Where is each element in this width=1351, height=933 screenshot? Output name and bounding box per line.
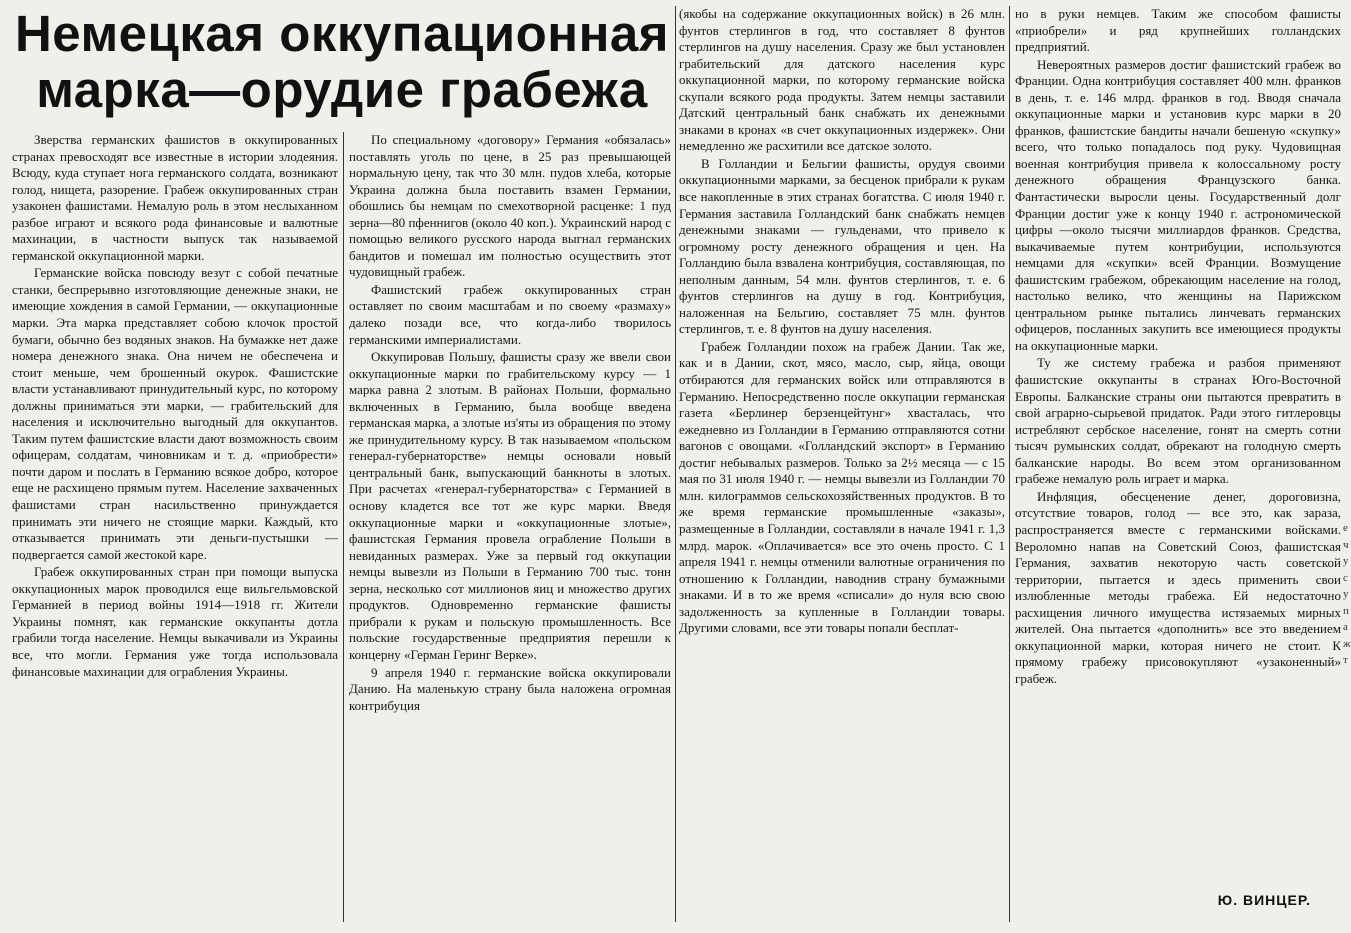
column-2 — [349, 132, 671, 924]
article-paragraph: Зверства германских фашистов в оккупированных странах превосходят все известные в истории злодеяния. Всюду, куда ступает нога германского солдата, возникают голод, нищета, разорение. Грабеж оккупированных стран узаконен фашистами. Немалую роль в этом неслыханном разбое играют и всякого рода финансовые и валютные махинации, в частности выпуск так называемой германской оккупационной марки. — [12, 132, 338, 263]
column-rule — [343, 132, 344, 922]
article-paragraph: Германские войска повсюду везут с собой печатные станки, беспрерывно изготовляющие денежные знаки, не имеющие хождения в самой Германии, — оккупационные марки. Эта марка представляет собою клочок простой бумаги, обычно без водяных знаков. На бумажке нет даже номера денежного знака. Она ничем не обеспечена и стоит меньше, чем брошенный окурок. Фашистские власти устанавливают принудительный курс, по которому должны приниматься эти марки, — грабительский для населения и исключительно выгодный для оккупантов. Таким путем фашистские власти дают возможность своим офицерам, солдатам, чиновникам и т. д. «приобрести» почти даром и послать в Германию всякое добро, которое еще не расхищено прямым путем. Население захваченных фашистами стран насильственно принуждается принимать эти ничего не стоящие марки. Каждый, кто отказывается принимать эти деньги-пустышки — подвергается самой жестокой каре. — [12, 265, 338, 562]
fragment-letter: п — [1343, 604, 1349, 617]
adjacent-column-fragment — [1343, 520, 1351, 669]
fragment-letter: ч — [1343, 538, 1349, 551]
article-paragraph: По специальному «договору» Германия «обязалась» поставлять уголь по цене, в 25 раз превышающей нормальную цену, так что 30 млн. пудов хлеба, которые Украина должна была поставить взамен Германии, обошлись бы немцам по смехотворной расценке: 1 пуд зерна—80 пфеннигов (около 40 коп.). Украинский народ с помощью великого русского народа выгнал германских бандитов и помешал им полностью осуществить этот чудовищный грабеж. — [349, 132, 671, 280]
article-paragraph: но в руки немцев. Таким же способом фашисты «приобрели» и ряд крупнейших голландских предприятий. — [1015, 6, 1341, 55]
article-paragraph: Ту же систему грабежа и разбоя применяют фашистские оккупанты в странах Юго-Восточной Европы. Балканские страны они пытаются превратить в свой аграрно-сырьевой придаток. Ради этого гитлеровцы истребляют сербское население, гонят на смерть сотни тысяч румынских солдат, обрекают на голодную смерть балканские народы. Во всем этом организованном грабеже немалую роль играет и марка. — [1015, 355, 1341, 487]
article-paragraph: Фашистский грабеж оккупированных стран оставляет по своим масштабам и по своему «размаху» далеко позади все, что когда-либо творилось германскими империалистами. — [349, 281, 671, 347]
fragment-letter: е — [1343, 522, 1348, 534]
article-paragraph: 9 апреля 1940 г. германские войска оккупировали Данию. На маленькую страну была наложена огромная контрибуция — [349, 664, 671, 713]
article-paragraph: Грабеж оккупированных стран при помощи выпуска оккупационных марок проводился еще вильгельмовской Германией в период войны 1914—1918 гг. Жители Украины помнят, как германские оккупанты дотла грабили тогда население. Немцы выкачивали из Украины все, что могли. Германия уже тогда использовала финансовые махинации для ограбления Украины. — [12, 564, 338, 679]
article-paragraph: Невероятных размеров достиг фашистский грабеж во Франции. Одна контрибуция составляет 400 млн. франков в день, т. е. 146 млрд. франков в год. Вводя сначала оккупационные марки и установив курс марки в 20 франков, фашистские бандиты начали бешеную «скупку» всего, что только попадалось под руку. Чудовищная военная контрибуция привела к колоссальному росту денежного обращения Французского банка. Фантастически выросли цены. Государственный долг Франции достиг уже к концу 1940 г. астрономической цифры —около тысячи миллиардов франков. Средства, выкачиваемые путем контрибуции, используются немцами для «скупки» всей Франции. Возмущение фашистским грабежом, обрекающим население на голод, настолько велико, что женщины на Парижском центральном рынке пытались линчевать германских офицеров, посланных закупить все имеющиеся продукты на оккупационные марки. — [1015, 56, 1341, 353]
article-paragraph: Оккупировав Польшу, фашисты сразу же ввели свои оккупационные марки по грабительскому курсу — 1 марка равна 2 злотым. В районах Польши, формально включенных в Германию, была вообще введена германская марка, а злотые из'яты из обращения по этому же принудительному курсу. В так называемом «польском генерал-губернаторстве» немцы основали новый центральный банк, выпускающий банкноты в злотых. При расчетах «генерал-губернаторства» с Германией в основу кладется все тот же курс марки. Введя оккупационные марки и «оккупационные злотые», фашистская Германия провела ограбление Польши в невиданных размерах. Уже за первый год оккупации немцы вывезли из Польши в Германию 700 тыс. тонн зерна, несколько сот миллионов яиц и множество других продуктов. Одновременно германские фашисты прибрали к рукам и польскую промышленность. Все польские государственные предприятия перешли к концерну «Герман Геринг Верке». — [349, 349, 671, 662]
column-1 — [12, 132, 338, 924]
article-paragraph: Грабеж Голландии похож на грабеж Дании. Так же, как и в Дании, скот, мясо, масло, сыр, яйца, овощи отбираются для германских войск или отправляются в Германию. Непосредственно после оккупации германская газета «Берлинер берзенцейтунг» хвасталась, что ежедневно из Голландии в Германию отправляются сотни вагонов с овощами. «Голландский экспорт» в Германию достиг небывалых размеров. Только за 2½ месяца — с 15 мая по 31 июля 1940 г. — немцы вывезли из Голландии 70 млн. килограммов сельскохозяйственных продуктов. В то же время германские промышленные «заказы», размещенные в Голландии, составляли в начале 1941 г. 1,3 млрд. марок. «Оплачивается» все это очень просто. С 1 апреля 1941 г. немцы отменили валютные ограничения по отношению к Голландии, наводнив страну бумажными знаками. И в то же время «списали» до нуля всю свою задолженность за купленные в Голландии товары. Другими словами, все эти товары попали бесплат- — [679, 338, 1005, 636]
fragment-letter: у — [1343, 555, 1349, 567]
author-signature: Ю. ВИНЦЕР. — [1217, 892, 1311, 908]
article-paragraph: В Голландии и Бельгии фашисты, орудуя своими оккупационными марками, за бесценок прибрали к рукам все накопленные в этих странах богатства. С июля 1940 г. Германия заставила Голландский банк снабжать немцев денежными знаками — гульденами, что привело к огромному росту денежного обращения и цен. На Голландию была взвалена контрибуция, составляющая, по неполным данным, 54 млн. фунтов стерлингов, т. е. 6 фунтов стерлингов на душу в год. Контрибуция, наложенная на Бельгию, составляет 75 млн. фунтов стерлингов, т. е. 8 фунтов на душу населения. — [679, 155, 1005, 337]
headline-line-1: Немецкая оккупационная — [14, 6, 670, 62]
column-rule — [675, 6, 676, 922]
article-headline — [12, 6, 672, 118]
fragment-letter: с — [1343, 571, 1348, 584]
fragment-letter: ж — [1343, 637, 1351, 650]
article-paragraph: (якобы на содержание оккупационных войск) в 26 млн. фунтов стерлингов в год, что составляет 8 фунтов стерлингов на душу населения. Сразу же был установлен грабительский для датского населения курс оккупационной марки, по которому германские войска скупали всякого рода продукты. Затем немцы заставили Датский центральный банк снабжать их денежными знаками в кронах «в счет оккупационных издержек». Они немедленно же расхитили все датское золото. — [679, 6, 1005, 154]
column-4 — [1015, 6, 1341, 924]
fragment-letter: у — [1343, 588, 1349, 600]
article-paragraph: Инфляция, обесценение денег, дороговизна, отсутствие товаров, голод — все это, как зараза, распространяется вместе с германскими войсками. Вероломно напав на Советский Союз, фашистская Германия, захватив некоторую часть советской территории, пытается и здесь применить свои излюбленные методы грабежа. Ей недостаточно расхищения личного имущества истязаемых мирных жителей. Она пытается «дополнить» все это введением оккупационной марки, которая ничего не стоит. К прямому грабежу присовокупляют «узаконенный» грабеж. — [1015, 488, 1341, 686]
column-3 — [679, 6, 1005, 924]
fragment-letter: а — [1343, 621, 1348, 633]
fragment-letter: т — [1343, 654, 1348, 666]
headline-line-2: марка—орудие грабежа — [36, 61, 648, 118]
column-rule — [1009, 6, 1010, 922]
